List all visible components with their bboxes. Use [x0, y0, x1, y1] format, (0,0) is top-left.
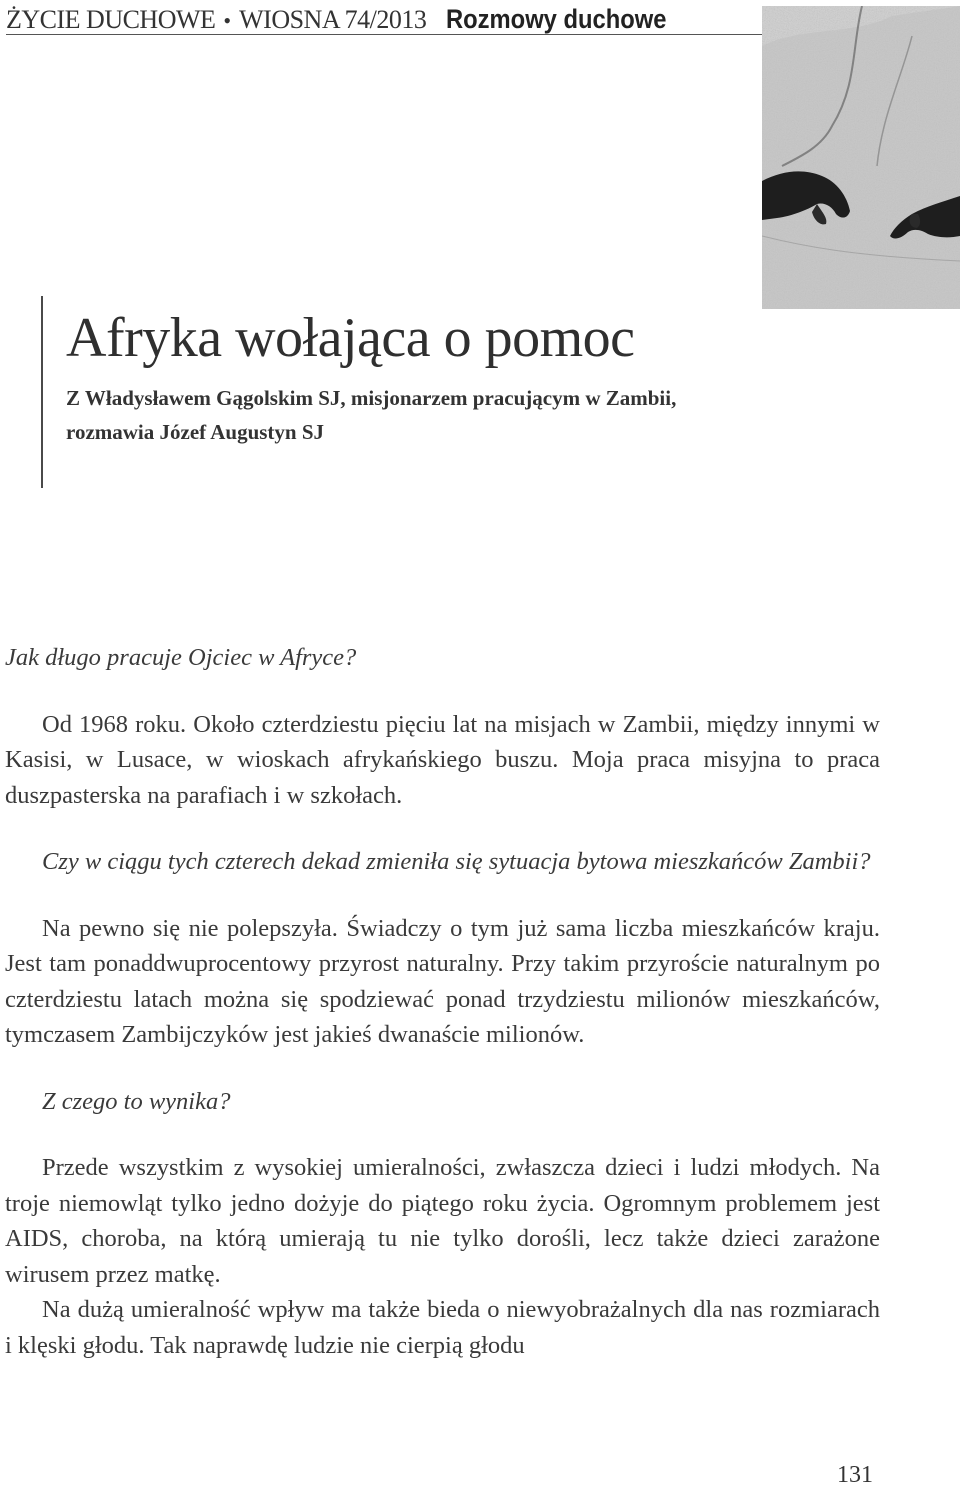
interview-question: Jak długo pracuje Ojciec w Afryce?	[5, 644, 357, 671]
page-number: 131	[837, 1462, 873, 1488]
interview-answer: Na pewno się nie polepszyła. Świadczy o tym już sama liczba mieszkańców kraju. Jest tam ponaddwuprocentowy przyrost naturalny. Przy takim przyroście naturalnym po czterdziestu latach można się spodziewać ponad trzydziestu milionów mieszkańców, tymczasem Zambijczyków jest jakieś dwanaście milionów.	[5, 914, 880, 1048]
interview-question: Z czego to wynika?	[42, 1087, 231, 1115]
interview-answer-continued: Na dużą umieralność wpływ ma także bieda o niewyobrażalnych dla nas rozmiarach i klęski głodu. Tak naprawdę ludzie nie cierpią głodu	[5, 1296, 880, 1359]
article-title: Afryka wołająca o pomoc	[66, 307, 635, 369]
subtitle-line-2: rozmawia Józef Augustyn SJ	[66, 420, 325, 444]
bullet-separator: •	[223, 8, 232, 33]
header-rule	[6, 34, 766, 35]
title-accent-bar	[41, 296, 43, 488]
interview-answer: Przede wszystkim z wysokiej umieralności, zwłaszcza dzieci i ludzi młodych. Na troje niemowląt tylko jedno dożyje do piątego roku życia. Ogromnym problemem jest AIDS, choroba, na którą umierają tu nie tylko dorośli, lecz także dzieci zarażone wirusem przez matkę.	[5, 1154, 880, 1288]
issue-label: WIOSNA 74/2013	[239, 5, 427, 34]
article-body	[5, 640, 880, 1363]
magazine-name: ŻYCIE DUCHOWE	[6, 5, 216, 34]
interview-question: Czy w ciągu tych czterech dekad zmieniła się sytuacja bytowa mieszkańców Zambii?	[42, 848, 871, 875]
subtitle-line-1: Z Władysławem Gągolskim SJ, misjonarzem pracującym w Zambii,	[66, 386, 677, 410]
running-header	[6, 4, 697, 34]
article-subtitle	[66, 381, 886, 449]
section-label: Rozmowy duchowe	[446, 4, 667, 34]
interview-answer: Od 1968 roku. Około czterdziestu pięciu lat na misjach w Zambii, między innymi w Kasisi, w Lusace, w wioskach afrykańskiego buszu. Moja praca misyjna to praca duszpasterska na parafiach i w szkołach.	[5, 710, 880, 809]
creation-of-adam-hands-illustration	[762, 6, 960, 309]
